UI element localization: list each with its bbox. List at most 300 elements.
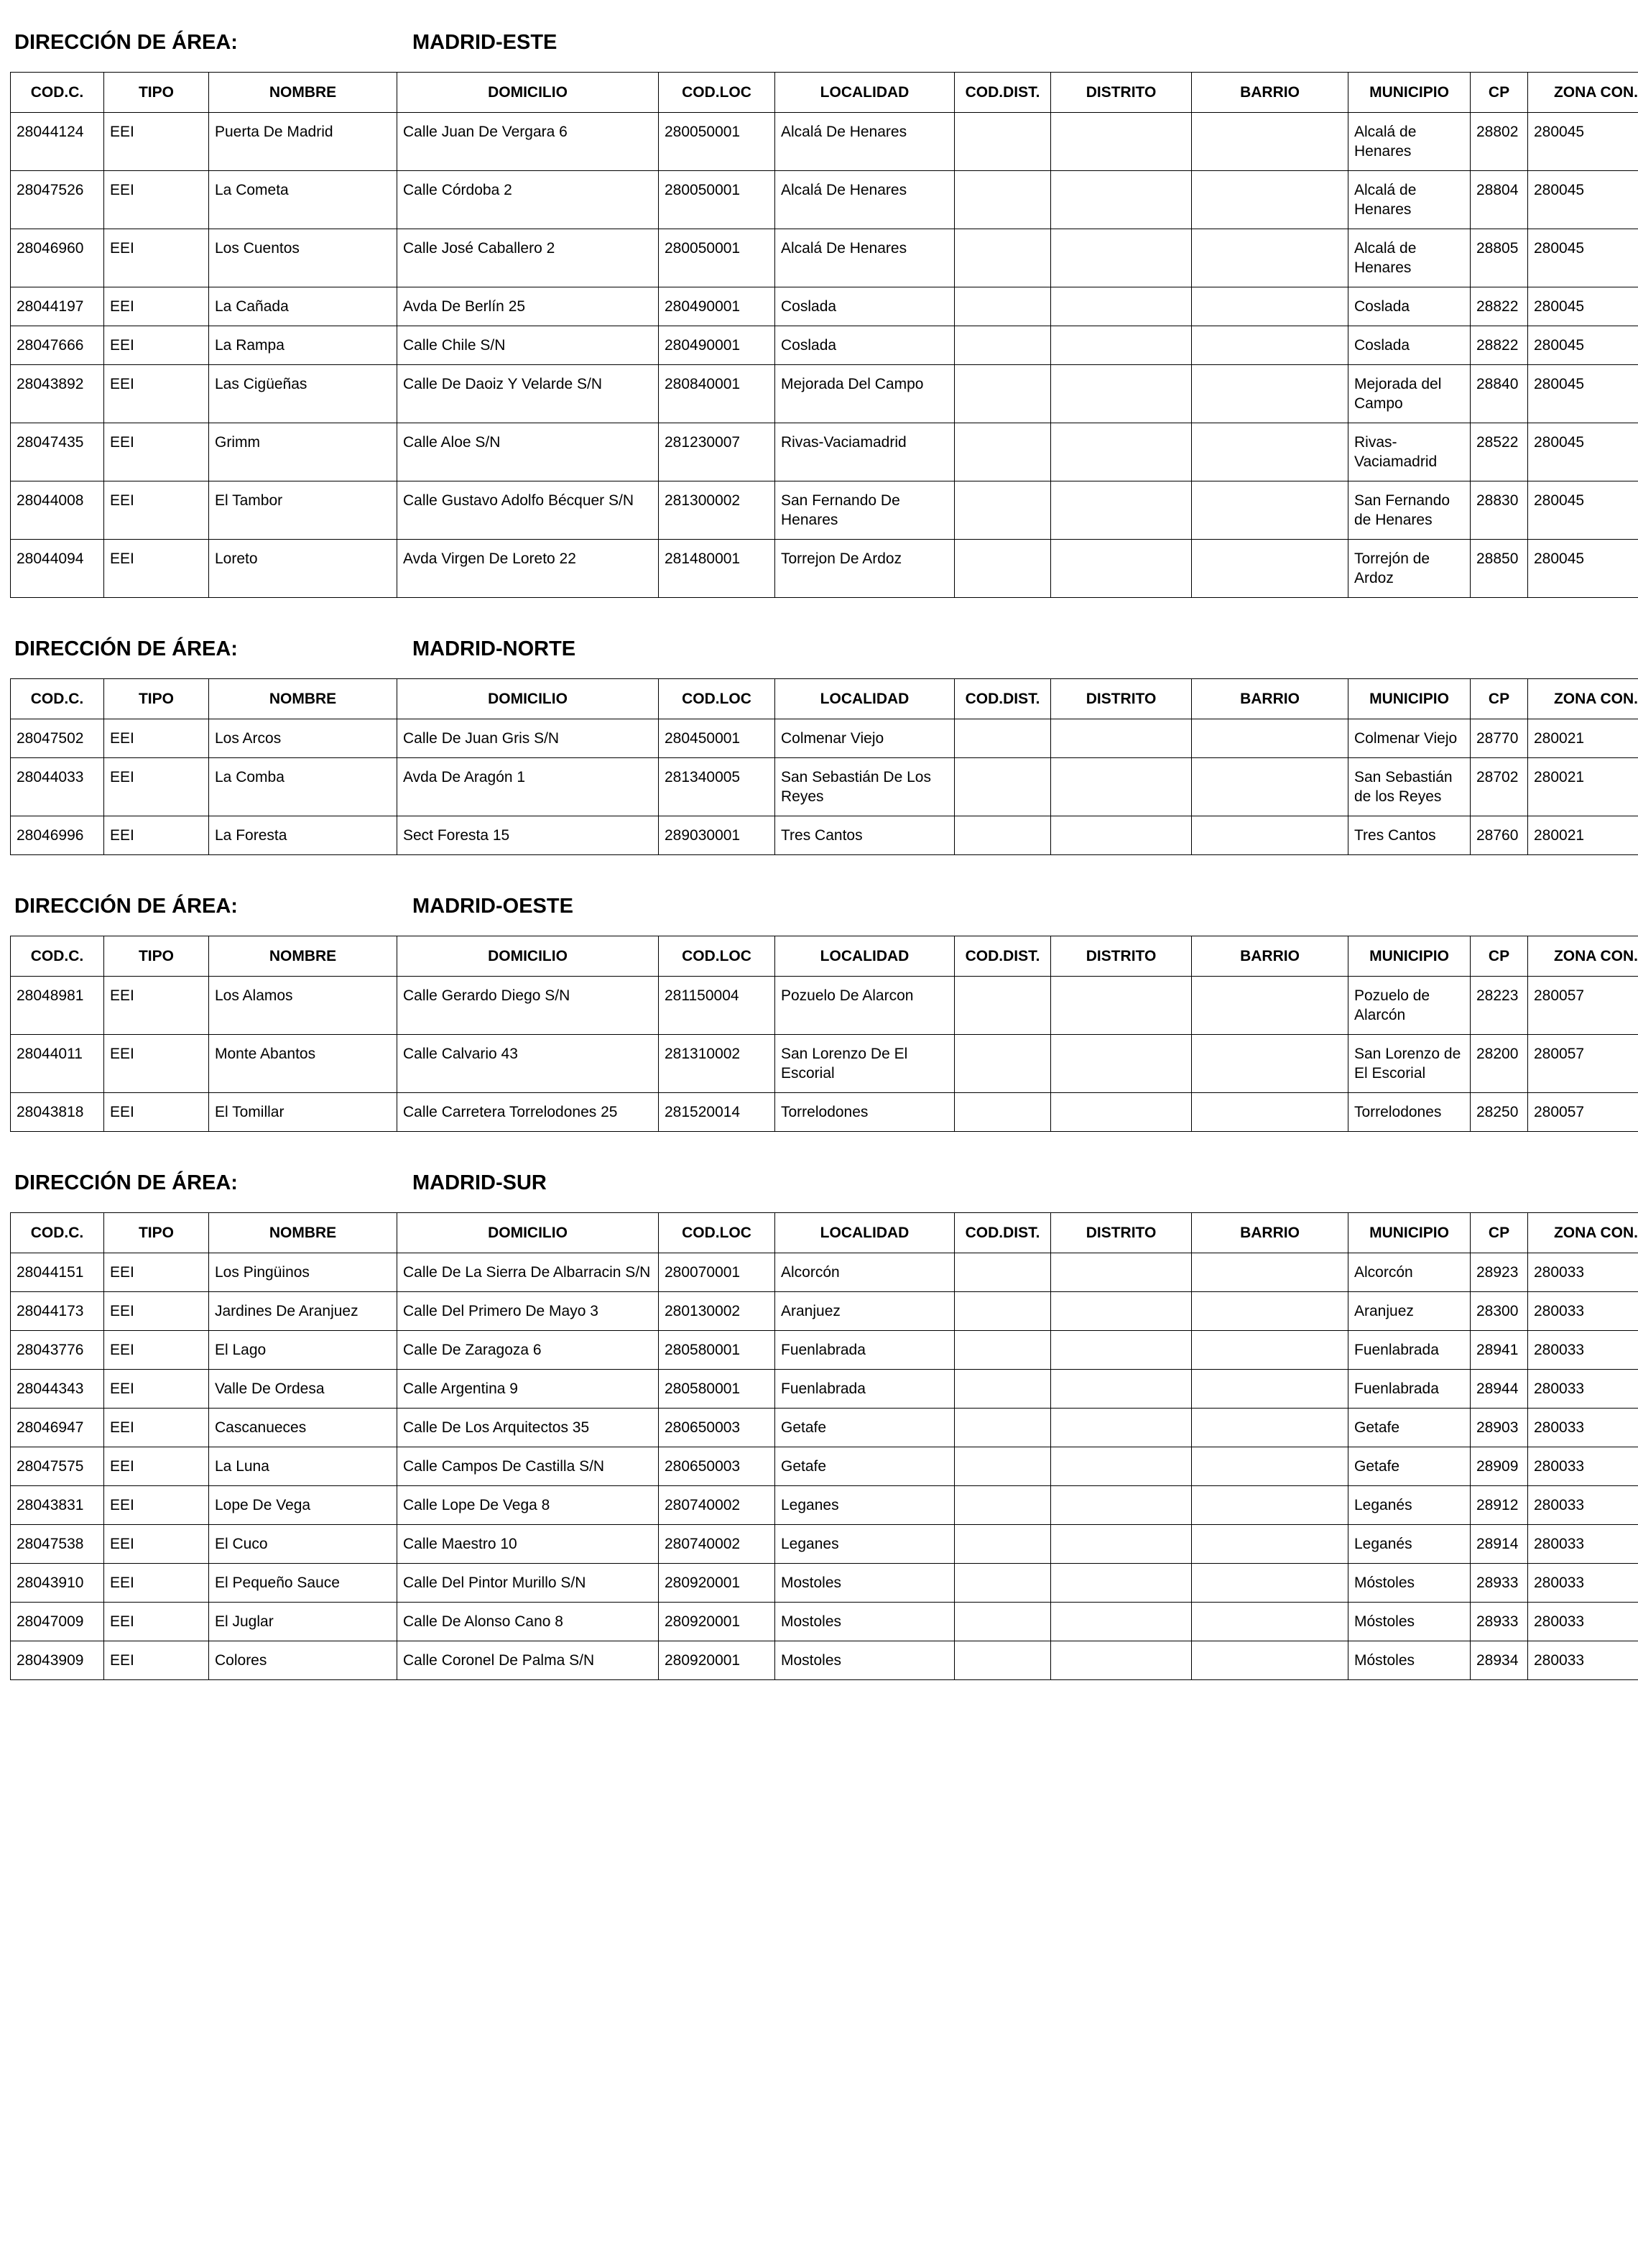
cell-codloc: 280840001 bbox=[659, 365, 775, 423]
cell-distrito bbox=[1051, 540, 1192, 598]
cell-barrio bbox=[1192, 1409, 1348, 1447]
cell-municipio: Coslada bbox=[1348, 287, 1471, 326]
cell-localidad: Alcalá De Henares bbox=[775, 171, 955, 229]
cell-tipo: EEI bbox=[104, 816, 209, 855]
cell-codc: 28047502 bbox=[11, 719, 104, 758]
cell-coddist bbox=[955, 977, 1051, 1035]
column-header-tipo: TIPO bbox=[104, 1213, 209, 1253]
cell-codloc: 280740002 bbox=[659, 1525, 775, 1564]
cell-cp: 28200 bbox=[1471, 1035, 1528, 1093]
column-header-nombre: NOMBRE bbox=[209, 1213, 397, 1253]
cell-barrio bbox=[1192, 1447, 1348, 1486]
cell-domicilio: Calle De Los Arquitectos 35 bbox=[397, 1409, 659, 1447]
cell-domicilio: Calle De Alonso Cano 8 bbox=[397, 1603, 659, 1641]
cell-coddist bbox=[955, 1409, 1051, 1447]
cell-distrito bbox=[1051, 423, 1192, 481]
cell-zona: 280045 bbox=[1528, 287, 1638, 326]
cell-cp: 28840 bbox=[1471, 365, 1528, 423]
cell-domicilio: Calle Coronel De Palma S/N bbox=[397, 1641, 659, 1680]
cell-coddist bbox=[955, 1447, 1051, 1486]
cell-codloc: 280920001 bbox=[659, 1603, 775, 1641]
cell-barrio bbox=[1192, 1370, 1348, 1409]
column-header-distrito: DISTRITO bbox=[1051, 679, 1192, 719]
table-row bbox=[11, 1093, 1638, 1132]
area-name: MADRID-NORTE bbox=[412, 637, 576, 660]
cell-codloc: 280450001 bbox=[659, 719, 775, 758]
cell-municipio: San Lorenzo de El Escorial bbox=[1348, 1035, 1471, 1093]
cell-municipio: Mejorada del Campo bbox=[1348, 365, 1471, 423]
cell-localidad: Torrejon De Ardoz bbox=[775, 540, 955, 598]
cell-tipo: EEI bbox=[104, 719, 209, 758]
cell-codloc: 281150004 bbox=[659, 977, 775, 1035]
cell-distrito bbox=[1051, 1331, 1192, 1370]
cell-localidad: Colmenar Viejo bbox=[775, 719, 955, 758]
cell-domicilio: Calle Del Pintor Murillo S/N bbox=[397, 1564, 659, 1603]
cell-coddist bbox=[955, 1253, 1051, 1292]
cell-codloc: 281340005 bbox=[659, 758, 775, 816]
area-name: MADRID-ESTE bbox=[412, 31, 557, 54]
area-section-madrid-sur bbox=[10, 1171, 1638, 1680]
column-header-codloc: COD.LOC bbox=[659, 73, 775, 113]
cell-coddist bbox=[955, 1525, 1051, 1564]
cell-municipio: Alcorcón bbox=[1348, 1253, 1471, 1292]
cell-localidad: Getafe bbox=[775, 1447, 955, 1486]
cell-codc: 28047435 bbox=[11, 423, 104, 481]
cell-tipo: EEI bbox=[104, 1370, 209, 1409]
column-header-domicilio: DOMICILIO bbox=[397, 1213, 659, 1253]
table-row bbox=[11, 719, 1638, 758]
cell-zona: 280033 bbox=[1528, 1641, 1638, 1680]
cell-tipo: EEI bbox=[104, 229, 209, 287]
cell-zona: 280033 bbox=[1528, 1292, 1638, 1331]
cell-cp: 28804 bbox=[1471, 171, 1528, 229]
cell-municipio: San Sebastián de los Reyes bbox=[1348, 758, 1471, 816]
cell-codc: 28044173 bbox=[11, 1292, 104, 1331]
cell-cp: 28822 bbox=[1471, 326, 1528, 365]
cell-coddist bbox=[955, 326, 1051, 365]
cell-localidad: Coslada bbox=[775, 326, 955, 365]
cell-zona: 280033 bbox=[1528, 1409, 1638, 1447]
cell-codc: 28047666 bbox=[11, 326, 104, 365]
cell-localidad: Alcalá De Henares bbox=[775, 229, 955, 287]
cell-tipo: EEI bbox=[104, 1525, 209, 1564]
cell-zona: 280045 bbox=[1528, 326, 1638, 365]
column-header-codc: COD.C. bbox=[11, 936, 104, 977]
cell-nombre: El Lago bbox=[209, 1331, 397, 1370]
column-header-municipio: MUNICIPIO bbox=[1348, 73, 1471, 113]
cell-barrio bbox=[1192, 540, 1348, 598]
cell-distrito bbox=[1051, 977, 1192, 1035]
cell-municipio: Coslada bbox=[1348, 326, 1471, 365]
cell-barrio bbox=[1192, 287, 1348, 326]
cell-cp: 28850 bbox=[1471, 540, 1528, 598]
cell-distrito bbox=[1051, 1093, 1192, 1132]
cell-distrito bbox=[1051, 481, 1192, 540]
cell-codloc: 280920001 bbox=[659, 1564, 775, 1603]
cell-codloc: 280050001 bbox=[659, 229, 775, 287]
cell-localidad: Getafe bbox=[775, 1409, 955, 1447]
cell-cp: 28933 bbox=[1471, 1603, 1528, 1641]
cell-coddist bbox=[955, 758, 1051, 816]
table-row bbox=[11, 758, 1638, 816]
area-heading bbox=[14, 1171, 1638, 1195]
cell-tipo: EEI bbox=[104, 326, 209, 365]
cell-codc: 28044033 bbox=[11, 758, 104, 816]
cell-coddist bbox=[955, 171, 1051, 229]
cell-municipio: Alcalá de Henares bbox=[1348, 113, 1471, 171]
cell-localidad: Mostoles bbox=[775, 1603, 955, 1641]
cell-distrito bbox=[1051, 287, 1192, 326]
cell-localidad: Torrelodones bbox=[775, 1093, 955, 1132]
area-name: MADRID-OESTE bbox=[412, 895, 573, 918]
header-row bbox=[11, 936, 1638, 977]
cell-codloc: 280490001 bbox=[659, 326, 775, 365]
centers-table bbox=[10, 1212, 1638, 1680]
cell-domicilio: Calle Córdoba 2 bbox=[397, 171, 659, 229]
cell-localidad: Rivas-Vaciamadrid bbox=[775, 423, 955, 481]
table-row bbox=[11, 1370, 1638, 1409]
cell-nombre: Cascanueces bbox=[209, 1409, 397, 1447]
cell-municipio: Móstoles bbox=[1348, 1603, 1471, 1641]
table-row bbox=[11, 1292, 1638, 1331]
cell-zona: 280045 bbox=[1528, 229, 1638, 287]
header-row bbox=[11, 73, 1638, 113]
cell-zona: 280045 bbox=[1528, 171, 1638, 229]
cell-zona: 280033 bbox=[1528, 1370, 1638, 1409]
cell-coddist bbox=[955, 1486, 1051, 1525]
cell-municipio: Tres Cantos bbox=[1348, 816, 1471, 855]
cell-barrio bbox=[1192, 977, 1348, 1035]
table-row bbox=[11, 1447, 1638, 1486]
cell-domicilio: Calle Gerardo Diego S/N bbox=[397, 977, 659, 1035]
cell-domicilio: Avda De Berlín 25 bbox=[397, 287, 659, 326]
table-row bbox=[11, 1331, 1638, 1370]
cell-coddist bbox=[955, 1292, 1051, 1331]
cell-barrio bbox=[1192, 1641, 1348, 1680]
column-header-tipo: TIPO bbox=[104, 936, 209, 977]
cell-municipio: Getafe bbox=[1348, 1409, 1471, 1447]
cell-barrio bbox=[1192, 1035, 1348, 1093]
cell-cp: 28923 bbox=[1471, 1253, 1528, 1292]
cell-domicilio: Calle Chile S/N bbox=[397, 326, 659, 365]
cell-coddist bbox=[955, 1603, 1051, 1641]
table-row bbox=[11, 1035, 1638, 1093]
column-header-domicilio: DOMICILIO bbox=[397, 936, 659, 977]
cell-coddist bbox=[955, 1035, 1051, 1093]
cell-nombre: Jardines De Aranjuez bbox=[209, 1292, 397, 1331]
cell-zona: 280033 bbox=[1528, 1253, 1638, 1292]
cell-localidad: Mostoles bbox=[775, 1641, 955, 1680]
cell-domicilio: Calle Maestro 10 bbox=[397, 1525, 659, 1564]
cell-codc: 28043818 bbox=[11, 1093, 104, 1132]
cell-nombre: Las Cigüeñas bbox=[209, 365, 397, 423]
cell-distrito bbox=[1051, 113, 1192, 171]
area-section-madrid-este bbox=[10, 30, 1638, 598]
column-header-localidad: LOCALIDAD bbox=[775, 73, 955, 113]
cell-municipio: Leganés bbox=[1348, 1525, 1471, 1564]
column-header-cp: CP bbox=[1471, 1213, 1528, 1253]
cell-tipo: EEI bbox=[104, 1486, 209, 1525]
cell-distrito bbox=[1051, 1564, 1192, 1603]
cell-nombre: La Comba bbox=[209, 758, 397, 816]
cell-barrio bbox=[1192, 1331, 1348, 1370]
column-header-distrito: DISTRITO bbox=[1051, 73, 1192, 113]
area-heading-label: DIRECCIÓN DE ÁREA: bbox=[14, 31, 238, 54]
cell-codc: 28043831 bbox=[11, 1486, 104, 1525]
cell-tipo: EEI bbox=[104, 1603, 209, 1641]
cell-zona: 280045 bbox=[1528, 113, 1638, 171]
cell-nombre: Puerta De Madrid bbox=[209, 113, 397, 171]
cell-codc: 28043892 bbox=[11, 365, 104, 423]
column-header-localidad: LOCALIDAD bbox=[775, 679, 955, 719]
cell-coddist bbox=[955, 113, 1051, 171]
cell-distrito bbox=[1051, 1525, 1192, 1564]
cell-tipo: EEI bbox=[104, 287, 209, 326]
cell-nombre: Valle De Ordesa bbox=[209, 1370, 397, 1409]
cell-coddist bbox=[955, 229, 1051, 287]
column-header-distrito: DISTRITO bbox=[1051, 936, 1192, 977]
cell-cp: 28822 bbox=[1471, 287, 1528, 326]
cell-codc: 28044124 bbox=[11, 113, 104, 171]
column-header-codloc: COD.LOC bbox=[659, 1213, 775, 1253]
cell-codc: 28048981 bbox=[11, 977, 104, 1035]
cell-cp: 28941 bbox=[1471, 1331, 1528, 1370]
column-header-codc: COD.C. bbox=[11, 679, 104, 719]
cell-municipio: Leganés bbox=[1348, 1486, 1471, 1525]
cell-coddist bbox=[955, 1641, 1051, 1680]
cell-municipio: Getafe bbox=[1348, 1447, 1471, 1486]
cell-codc: 28044094 bbox=[11, 540, 104, 598]
cell-localidad: Mostoles bbox=[775, 1564, 955, 1603]
cell-zona: 280033 bbox=[1528, 1603, 1638, 1641]
cell-cp: 28934 bbox=[1471, 1641, 1528, 1680]
cell-domicilio: Calle Juan De Vergara 6 bbox=[397, 113, 659, 171]
cell-domicilio: Calle Gustavo Adolfo Bécquer S/N bbox=[397, 481, 659, 540]
table-row bbox=[11, 423, 1638, 481]
cell-tipo: EEI bbox=[104, 1093, 209, 1132]
cell-tipo: EEI bbox=[104, 540, 209, 598]
cell-nombre: El Tambor bbox=[209, 481, 397, 540]
cell-coddist bbox=[955, 423, 1051, 481]
table-row bbox=[11, 977, 1638, 1035]
cell-codc: 28046947 bbox=[11, 1409, 104, 1447]
cell-municipio: Colmenar Viejo bbox=[1348, 719, 1471, 758]
table-row bbox=[11, 540, 1638, 598]
cell-nombre: Monte Abantos bbox=[209, 1035, 397, 1093]
cell-cp: 28760 bbox=[1471, 816, 1528, 855]
table-row bbox=[11, 1409, 1638, 1447]
cell-municipio: San Fernando de Henares bbox=[1348, 481, 1471, 540]
cell-municipio: Móstoles bbox=[1348, 1564, 1471, 1603]
cell-coddist bbox=[955, 287, 1051, 326]
cell-cp: 28933 bbox=[1471, 1564, 1528, 1603]
cell-domicilio: Sect Foresta 15 bbox=[397, 816, 659, 855]
column-header-codc: COD.C. bbox=[11, 73, 104, 113]
cell-codloc: 281230007 bbox=[659, 423, 775, 481]
column-header-coddist: COD.DIST. bbox=[955, 936, 1051, 977]
cell-codloc: 289030001 bbox=[659, 816, 775, 855]
cell-localidad: San Sebastián De Los Reyes bbox=[775, 758, 955, 816]
cell-tipo: EEI bbox=[104, 1035, 209, 1093]
cell-barrio bbox=[1192, 816, 1348, 855]
cell-distrito bbox=[1051, 1253, 1192, 1292]
cell-distrito bbox=[1051, 171, 1192, 229]
table-row bbox=[11, 481, 1638, 540]
cell-cp: 28830 bbox=[1471, 481, 1528, 540]
column-header-tipo: TIPO bbox=[104, 679, 209, 719]
cell-localidad: Aranjuez bbox=[775, 1292, 955, 1331]
cell-codloc: 280650003 bbox=[659, 1447, 775, 1486]
cell-localidad: Leganes bbox=[775, 1525, 955, 1564]
cell-domicilio: Calle José Caballero 2 bbox=[397, 229, 659, 287]
cell-distrito bbox=[1051, 229, 1192, 287]
cell-nombre: Los Alamos bbox=[209, 977, 397, 1035]
cell-distrito bbox=[1051, 1409, 1192, 1447]
cell-nombre: Los Cuentos bbox=[209, 229, 397, 287]
cell-domicilio: Calle Del Primero De Mayo 3 bbox=[397, 1292, 659, 1331]
cell-domicilio: Calle De La Sierra De Albarracin S/N bbox=[397, 1253, 659, 1292]
cell-municipio: Alcalá de Henares bbox=[1348, 171, 1471, 229]
cell-coddist bbox=[955, 1093, 1051, 1132]
column-header-barrio: BARRIO bbox=[1192, 73, 1348, 113]
cell-localidad: Mejorada Del Campo bbox=[775, 365, 955, 423]
cell-tipo: EEI bbox=[104, 481, 209, 540]
cell-zona: 280045 bbox=[1528, 540, 1638, 598]
cell-nombre: Loreto bbox=[209, 540, 397, 598]
cell-zona: 280033 bbox=[1528, 1564, 1638, 1603]
column-header-nombre: NOMBRE bbox=[209, 936, 397, 977]
cell-nombre: Lope De Vega bbox=[209, 1486, 397, 1525]
cell-nombre: La Luna bbox=[209, 1447, 397, 1486]
column-header-zona: ZONA CON. bbox=[1528, 936, 1638, 977]
table-row bbox=[11, 365, 1638, 423]
cell-barrio bbox=[1192, 1093, 1348, 1132]
cell-cp: 28802 bbox=[1471, 113, 1528, 171]
cell-codloc: 280130002 bbox=[659, 1292, 775, 1331]
cell-domicilio: Calle De Daoiz Y Velarde S/N bbox=[397, 365, 659, 423]
cell-cp: 28702 bbox=[1471, 758, 1528, 816]
cell-codloc: 281300002 bbox=[659, 481, 775, 540]
table-row bbox=[11, 287, 1638, 326]
cell-tipo: EEI bbox=[104, 365, 209, 423]
cell-coddist bbox=[955, 540, 1051, 598]
cell-localidad: Fuenlabrada bbox=[775, 1370, 955, 1409]
column-header-cp: CP bbox=[1471, 679, 1528, 719]
cell-nombre: La Foresta bbox=[209, 816, 397, 855]
cell-localidad: Alcalá De Henares bbox=[775, 113, 955, 171]
cell-localidad: Coslada bbox=[775, 287, 955, 326]
cell-municipio: Fuenlabrada bbox=[1348, 1331, 1471, 1370]
cell-zona: 280021 bbox=[1528, 719, 1638, 758]
cell-zona: 280057 bbox=[1528, 1035, 1638, 1093]
cell-zona: 280033 bbox=[1528, 1525, 1638, 1564]
cell-codc: 28044008 bbox=[11, 481, 104, 540]
cell-codloc: 280580001 bbox=[659, 1331, 775, 1370]
cell-municipio: Móstoles bbox=[1348, 1641, 1471, 1680]
cell-zona: 280021 bbox=[1528, 816, 1638, 855]
centers-table bbox=[10, 936, 1638, 1132]
cell-codloc: 281480001 bbox=[659, 540, 775, 598]
column-header-barrio: BARRIO bbox=[1192, 936, 1348, 977]
centers-table bbox=[10, 72, 1638, 598]
header-row bbox=[11, 1213, 1638, 1253]
cell-barrio bbox=[1192, 1253, 1348, 1292]
area-section-madrid-norte bbox=[10, 637, 1638, 855]
cell-coddist bbox=[955, 1564, 1051, 1603]
cell-barrio bbox=[1192, 229, 1348, 287]
column-header-municipio: MUNICIPIO bbox=[1348, 936, 1471, 977]
cell-distrito bbox=[1051, 1641, 1192, 1680]
cell-codc: 28043910 bbox=[11, 1564, 104, 1603]
area-heading bbox=[14, 30, 1638, 55]
column-header-zona: ZONA CON. bbox=[1528, 73, 1638, 113]
cell-zona: 280021 bbox=[1528, 758, 1638, 816]
cell-barrio bbox=[1192, 481, 1348, 540]
cell-tipo: EEI bbox=[104, 1253, 209, 1292]
cell-codloc: 280050001 bbox=[659, 113, 775, 171]
cell-cp: 28770 bbox=[1471, 719, 1528, 758]
cell-nombre: La Cometa bbox=[209, 171, 397, 229]
cell-municipio: Aranjuez bbox=[1348, 1292, 1471, 1331]
cell-tipo: EEI bbox=[104, 1409, 209, 1447]
cell-tipo: EEI bbox=[104, 1331, 209, 1370]
cell-domicilio: Calle De Juan Gris S/N bbox=[397, 719, 659, 758]
table-row bbox=[11, 113, 1638, 171]
cell-municipio: Fuenlabrada bbox=[1348, 1370, 1471, 1409]
cell-codc: 28044197 bbox=[11, 287, 104, 326]
column-header-coddist: COD.DIST. bbox=[955, 679, 1051, 719]
cell-distrito bbox=[1051, 326, 1192, 365]
table-row bbox=[11, 816, 1638, 855]
area-section-madrid-oeste bbox=[10, 894, 1638, 1132]
cell-barrio bbox=[1192, 719, 1348, 758]
column-header-cp: CP bbox=[1471, 73, 1528, 113]
column-header-distrito: DISTRITO bbox=[1051, 1213, 1192, 1253]
table-row bbox=[11, 1486, 1638, 1525]
cell-distrito bbox=[1051, 816, 1192, 855]
cell-nombre: La Rampa bbox=[209, 326, 397, 365]
cell-zona: 280033 bbox=[1528, 1331, 1638, 1370]
cell-localidad: Alcorcón bbox=[775, 1253, 955, 1292]
cell-localidad: Tres Cantos bbox=[775, 816, 955, 855]
cell-tipo: EEI bbox=[104, 1292, 209, 1331]
cell-nombre: Colores bbox=[209, 1641, 397, 1680]
cell-nombre: El Cuco bbox=[209, 1525, 397, 1564]
cell-barrio bbox=[1192, 326, 1348, 365]
centers-table bbox=[10, 678, 1638, 855]
cell-tipo: EEI bbox=[104, 171, 209, 229]
cell-coddist bbox=[955, 719, 1051, 758]
cell-localidad: San Lorenzo De El Escorial bbox=[775, 1035, 955, 1093]
cell-codc: 28043776 bbox=[11, 1331, 104, 1370]
cell-barrio bbox=[1192, 1564, 1348, 1603]
cell-barrio bbox=[1192, 1603, 1348, 1641]
column-header-localidad: LOCALIDAD bbox=[775, 936, 955, 977]
cell-zona: 280045 bbox=[1528, 481, 1638, 540]
cell-cp: 28223 bbox=[1471, 977, 1528, 1035]
cell-localidad: San Fernando De Henares bbox=[775, 481, 955, 540]
cell-zona: 280045 bbox=[1528, 423, 1638, 481]
cell-tipo: EEI bbox=[104, 423, 209, 481]
table-row bbox=[11, 229, 1638, 287]
cell-nombre: La Cañada bbox=[209, 287, 397, 326]
cell-codc: 28047526 bbox=[11, 171, 104, 229]
cell-tipo: EEI bbox=[104, 758, 209, 816]
area-heading-label: DIRECCIÓN DE ÁREA: bbox=[14, 895, 238, 918]
area-heading-label: DIRECCIÓN DE ÁREA: bbox=[14, 637, 238, 660]
cell-localidad: Pozuelo De Alarcon bbox=[775, 977, 955, 1035]
cell-barrio bbox=[1192, 1525, 1348, 1564]
